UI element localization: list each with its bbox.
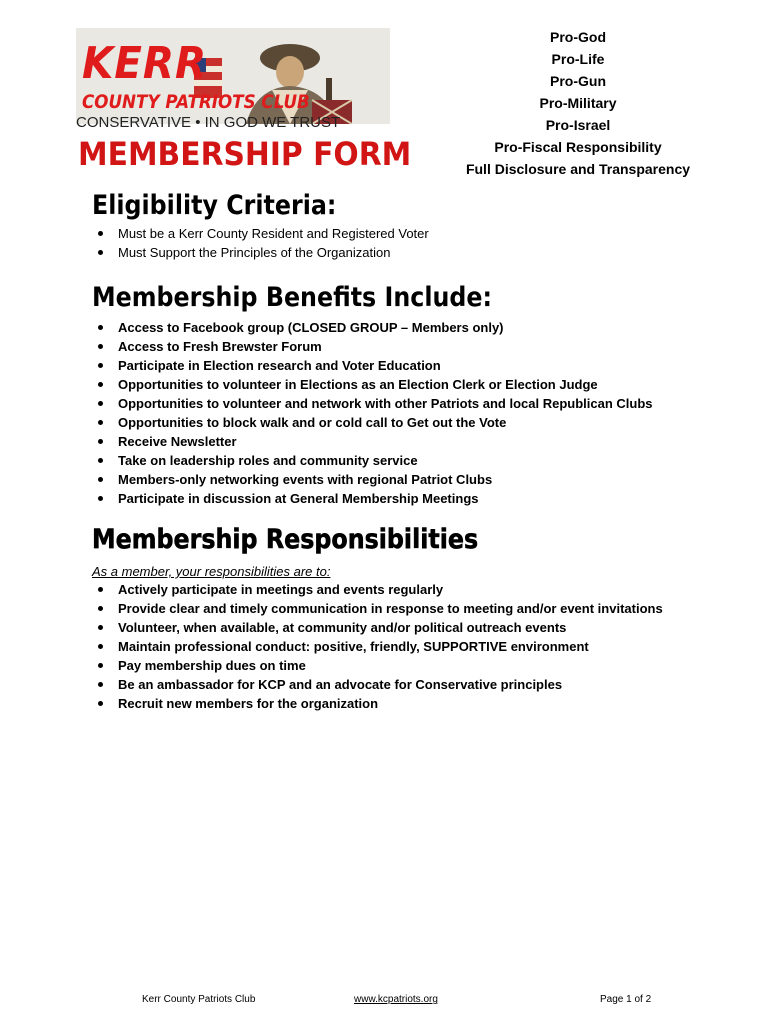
bullet-icon (98, 496, 103, 501)
list-item (92, 318, 653, 337)
responsibilities-intro: As a member, your responsibilities are to: (92, 564, 331, 579)
logo-club-text: COUNTY PATRIOTS CLUB (82, 91, 310, 113)
club-logo (76, 28, 390, 124)
logo-kerr-text: KERR (82, 38, 208, 89)
form-title: MEMBERSHIP FORM (78, 135, 412, 173)
principle-item: Pro-God (550, 29, 606, 45)
bullet-icon (98, 231, 103, 236)
bullet-icon (98, 606, 103, 611)
list-item (92, 413, 653, 432)
list-item-text: Opportunities to volunteer and network with other Patriots and local Republican Clubs (118, 396, 653, 411)
benefits-heading: Membership Benefits Include: (92, 282, 493, 313)
list-item-text: Be an ambassador for KCP and an advocate for Conservative principles (118, 677, 563, 692)
bullet-icon (98, 420, 103, 425)
list-item (92, 599, 663, 618)
eligibility-heading: Eligibility Criteria: (92, 190, 337, 221)
principle-item: Pro-Military (539, 95, 617, 111)
responsibilities-heading: Membership Responsibilities (92, 524, 479, 555)
list-item-text: Access to Fresh Brewster Forum (118, 339, 322, 354)
list-item-text: Pay membership dues on time (118, 658, 306, 673)
list-item-text: Must Support the Principles of the Organization (118, 245, 391, 260)
list-item (92, 394, 653, 413)
bullet-icon (98, 382, 103, 387)
benefits-list (92, 318, 653, 508)
list-item-text: Receive Newsletter (118, 434, 237, 449)
list-item-text: Maintain professional conduct: positive, friendly, SUPPORTIVE environment (118, 639, 589, 654)
bullet-icon (98, 663, 103, 668)
principle-item: Pro-Israel (545, 117, 611, 133)
list-item-text: Access to Facebook group (CLOSED GROUP – Members only) (118, 320, 504, 335)
list-item (92, 694, 663, 713)
list-item (92, 489, 653, 508)
footer-page-number: Page 1 of 2 (600, 994, 652, 1005)
principle-item: Full Disclosure and Transparency (465, 161, 691, 177)
list-item-text: Opportunities to volunteer in Elections as an Election Clerk or Election Judge (118, 377, 598, 392)
list-item (92, 656, 663, 675)
bullet-icon (98, 439, 103, 444)
bullet-icon (98, 250, 103, 255)
principle-item: Pro-Fiscal Responsibility (494, 139, 662, 155)
bullet-icon (98, 458, 103, 463)
list-item-text: Actively participate in meetings and events regularly (118, 582, 444, 597)
list-item-text: Volunteer, when available, at community and/or political outreach events (118, 620, 567, 635)
list-item (92, 618, 663, 637)
principle-item: Pro-Gun (550, 73, 606, 89)
footer-website-link[interactable]: www.kcpatriots.org (354, 994, 438, 1005)
list-item (92, 675, 663, 694)
list-item (92, 580, 663, 599)
bullet-icon (98, 477, 103, 482)
responsibilities-list (92, 580, 663, 713)
eligibility-list (92, 224, 429, 262)
list-item (92, 451, 653, 470)
bullet-icon (98, 401, 103, 406)
list-item-text: Participate in discussion at General Membership Meetings (118, 491, 479, 506)
bullet-icon (98, 587, 103, 592)
bullet-icon (98, 644, 103, 649)
bullet-icon (98, 325, 103, 330)
list-item (92, 356, 653, 375)
list-item (92, 470, 653, 489)
list-item-text: Take on leadership roles and community service (118, 453, 418, 468)
list-item-text: Participate in Election research and Voter Education (118, 358, 441, 373)
bullet-icon (98, 682, 103, 687)
principle-item: Pro-Life (551, 51, 605, 67)
list-item-text: Members-only networking events with regional Patriot Clubs (118, 472, 493, 487)
list-item-text: Opportunities to block walk and or cold call to Get out the Vote (118, 415, 507, 430)
list-item (92, 337, 653, 356)
list-item (92, 243, 429, 262)
footer-org: Kerr County Patriots Club (142, 994, 256, 1005)
list-item (92, 375, 653, 394)
bullet-icon (98, 701, 103, 706)
bullet-icon (98, 625, 103, 630)
bullet-icon (98, 363, 103, 368)
logo-tagline: CONSERVATIVE • IN GOD WE TRUST (76, 114, 341, 131)
bullet-icon (98, 344, 103, 349)
list-item (92, 637, 663, 656)
list-item (92, 432, 653, 451)
principles-list (460, 26, 696, 180)
list-item (92, 224, 429, 243)
list-item-text: Must be a Kerr County Resident and Registered Voter (118, 226, 429, 241)
list-item-text: Recruit new members for the organization (118, 696, 379, 711)
list-item-text: Provide clear and timely communication in response to meeting and/or event invitations (118, 601, 663, 616)
